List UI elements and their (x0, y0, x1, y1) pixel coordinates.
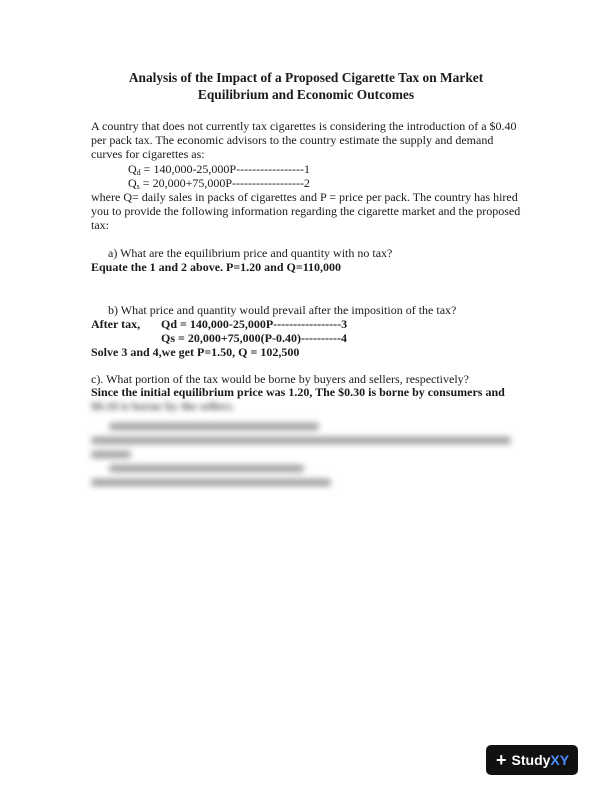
question-c: c). What portion of the tax would be borne by buyers and sellers, respectively? (91, 372, 469, 386)
demand-eq-body: = 140,000-25,000P-----------------1 (140, 162, 311, 176)
title-line-1: Analysis of the Impact of a Proposed Cigarette Tax on Market (128, 70, 484, 85)
intro-line-3: curves for cigarettes as: (91, 147, 205, 161)
answer-b-demand: Qd = 140,000-25,000P-----------------3 (161, 317, 348, 331)
brand-name-accent: XY (550, 752, 570, 768)
intro-line-2: per pack tax. The economic advisors to the country estimate the supply and demand (91, 133, 494, 147)
question-a: a) What are the equilibrium price and quantity with no tax? (108, 246, 393, 260)
blurred-line (91, 437, 511, 444)
answer-b-supply: Qs = 20,000+75,000(P-0.40)----------4 (161, 331, 347, 345)
demand-eq-symbol: Q (128, 162, 137, 176)
document-title (70, 70, 542, 103)
demand-eq-subscript: d (136, 168, 141, 177)
supply-eq-subscript: s (136, 182, 140, 191)
answer-c-line-1: Since the initial equilibrium price was 1.20, The $0.30 is borne by consumers and (91, 385, 505, 399)
intro-line-4: where Q= daily sales in packs of cigarettes and P = price per pack. The country has hired (91, 190, 518, 204)
plus-icon: + (496, 750, 507, 770)
answer-b-solution: Solve 3 and 4,we get P=1.50, Q = 102,500 (91, 345, 300, 359)
studyxy-logo-badge[interactable] (486, 745, 578, 775)
brand-name-main: Study (511, 752, 551, 768)
answer-a: Equate the 1 and 2 above. P=1.20 and Q=110,000 (91, 260, 342, 274)
supply-eq-symbol: Q (128, 176, 137, 190)
intro-line-5: you to provide the following information regarding the cigarette market and the proposed (91, 204, 521, 218)
question-b: b) What price and quantity would prevail after the imposition of the tax? (108, 303, 457, 317)
supply-eq-body: = 20,000+75,000P------------------2 (139, 176, 310, 190)
blurred-line (91, 451, 131, 458)
blurred-line (109, 465, 304, 472)
blurred-line (109, 423, 319, 430)
answer-c-line-2-blurred: $0.10 is borne by the sellers. (91, 399, 235, 413)
answer-b-label: After tax, (91, 317, 141, 331)
title-line-2: Equilibrium and Economic Outcomes (197, 86, 415, 102)
intro-line-6: tax: (91, 218, 109, 232)
blurred-line (91, 479, 331, 486)
intro-line-1: A country that does not currently tax cigarettes is considering the introduction of a $0.40 (91, 119, 517, 133)
